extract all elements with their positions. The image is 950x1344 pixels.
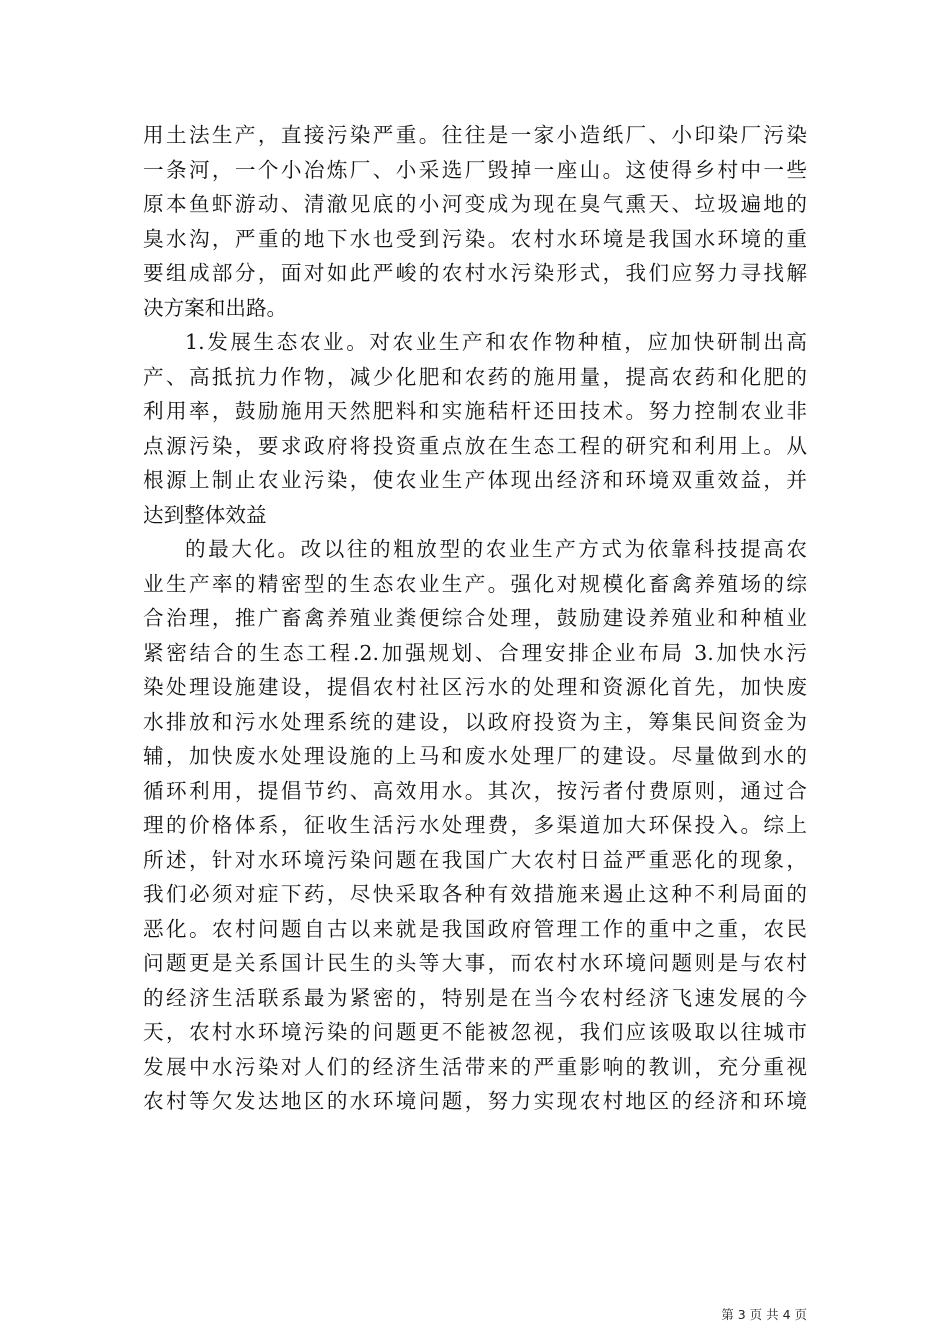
text-line: 合治理，推广畜禽养殖业粪便综合处理，鼓励建设养殖业和种植业 [143, 606, 807, 630]
text-line: 业生产率的精密型的生态农业生产。强化对规模化畜禽养殖场的综 [143, 571, 807, 596]
body-text [143, 118, 807, 1119]
text-line: 一条河，一个小冶炼厂、小采选厂毁掉一座山。这使得乡村中一些 [143, 157, 807, 182]
page-footer: 第 3 页 共 4 页 [721, 1307, 807, 1322]
text-line: 产、高抵抗力作物，减少化肥和农药的施用量，提高农药和化肥的 [143, 364, 807, 389]
text-line: 原本鱼虾游动、清澈见底的小河变成为现在臭气熏天、垃圾遍地的 [143, 192, 807, 216]
text-line: 点源污染，要求政府将投资重点放在生态工程的研究和利用上。从 [143, 433, 807, 458]
text-line: 染处理设施建设，提倡农村社区污水的处理和资源化首先，加快废 [143, 675, 807, 699]
text-line: 决方案和出路。 [143, 295, 288, 320]
text-line: 农村等欠发达地区的水环境问题，努力实现农村地区的经济和环境 [143, 1089, 807, 1113]
text-line: 水排放和污水处理系统的建设，以政府投资为主，筹集民间资金为 [143, 709, 807, 734]
text-line: 问题更是关系国计民生的头等大事，而农村水环境问题则是与农村 [143, 951, 807, 975]
text-line: 循环利用，提倡节约、高效用水。其次，按污者付费原则，通过合 [143, 778, 807, 803]
paragraph [143, 532, 807, 1119]
text-line: 发展中水污染对人们的经济生活带来的严重影响的教训，充分重视 [143, 1054, 807, 1079]
text-line: 达到整体效益 [143, 502, 267, 527]
text-line: 1.发展生态农业。对农业生产和农作物种植，应加快研制出高 [185, 330, 807, 354]
text-line: 紧密结合的生态工程.2.加强规划、合理安排企业布局 3.加快水污 [143, 640, 807, 665]
text-line: 我们必须对症下药，尽快采取各种有效措施来遏止这种不利局面的 [143, 882, 807, 906]
text-line: 要组成部分，面对如此严峻的农村水污染形式，我们应努力寻找解 [143, 261, 807, 285]
text-line: 天，农村水环境污染的问题更不能被忽视，我们应该吸取以往城市 [143, 1020, 807, 1044]
text-line: 理的价格体系，征收生活污水处理费，多渠道加大环保投入。综上 [143, 813, 807, 837]
text-line: 所述，针对水环境污染问题在我国广大农村日益严重恶化的现象， [143, 847, 807, 872]
text-line: 臭水沟，严重的地下水也受到污染。农村水环境是我国水环境的重 [143, 226, 807, 251]
text-line: 辅，加快废水处理设施的上马和废水处理厂的建设。尽量做到水的 [143, 744, 807, 768]
paragraph [143, 325, 807, 532]
text-line: 恶化。农村问题自古以来就是我国政府管理工作的重中之重，农民 [143, 916, 807, 941]
text-line: 利用率，鼓励施用天然肥料和实施秸杆还田技术。努力控制农业非 [143, 399, 807, 423]
paragraph [143, 118, 807, 325]
text-line: 用土法生产，直接污染严重。往往是一家小造纸厂、小印染厂污染 [143, 123, 807, 147]
text-line: 的经济生活联系最为紧密的，特别是在当今农村经济飞速发展的今 [143, 985, 807, 1010]
text-line: 的最大化。改以往的粗放型的农业生产方式为依靠科技提高农 [185, 537, 807, 561]
text-line: 根源上制止农业污染，使农业生产体现出经济和环境双重效益，并 [143, 468, 807, 492]
